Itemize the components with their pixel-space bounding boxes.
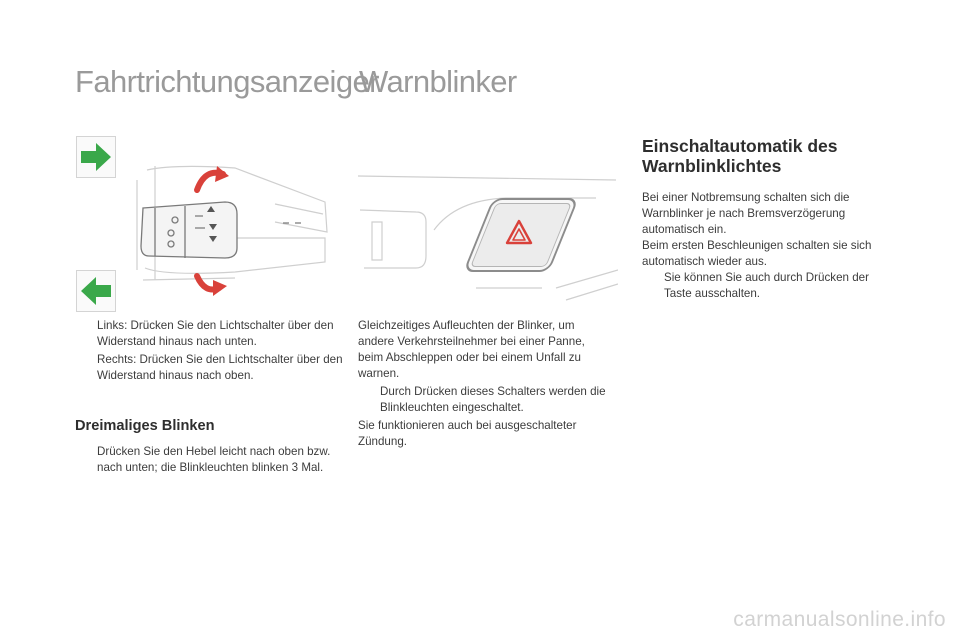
left-column [75,318,345,478]
hazard-outro: Sie funktionieren auch bei ausgeschalteter Zündung. [358,419,577,448]
bullet-press-switch: Durch Drücken dieses Schalters werden die Blinkleuchten eingeschaltet. [380,385,606,414]
arrow-right-icon [77,137,115,177]
page-title-turn-signals: Fahrtrichtungsanzeiger [75,64,379,99]
list-item [642,270,894,302]
middle-column [358,318,608,450]
list-item [358,384,608,416]
auto-hazard-p2: Beim ersten Beschleunigen schalten sie sich automatisch wieder aus. [642,239,872,268]
section-heading-triple-flash: Dreimaliges Blinken [75,418,215,434]
light-stalk-illustration [125,160,335,300]
hazard-intro: Gleichzeitiges Aufleuchten der Blinker, um andere Verkehrsteilnehmer bei einer Panne, beim Abschleppen oder bei einem Unfall zu warnen. [358,319,585,380]
section-heading-auto-hazard: Einschaltautomatik des Warnblinklichtes [642,136,838,176]
bullet-right-up: Rechts: Drücken Sie den Lichtschalter über den Widerstand hinaus nach oben. [97,353,343,382]
bullet-triple-flash: Drücken Sie den Hebel leicht nach oben bzw. nach unten; die Blinkleuchten blinken 3 Mal. [97,445,331,474]
list-item [75,444,345,476]
list-item [75,352,345,384]
list-item [75,318,345,350]
hazard-triangle-icon [505,219,533,245]
bullet-left-down: Links: Drücken Sie den Lichtschalter über den Widerstand hinaus nach unten. [97,319,334,348]
bullet-switch-off: Sie können Sie auch durch Drücken der Taste ausschalten. [664,271,869,300]
arrow-right-box [76,136,116,178]
auto-hazard-p1: Bei einer Notbremsung schalten sich die Warnblinker je nach Bremsverzögerung automatisch ein. [642,191,850,236]
arrow-left-icon [77,271,115,311]
right-column [642,136,894,304]
watermark: carmanualsonline.info [733,608,946,631]
page-title-hazard-lights: Warnblinker [359,64,517,99]
arrow-left-box [76,270,116,312]
